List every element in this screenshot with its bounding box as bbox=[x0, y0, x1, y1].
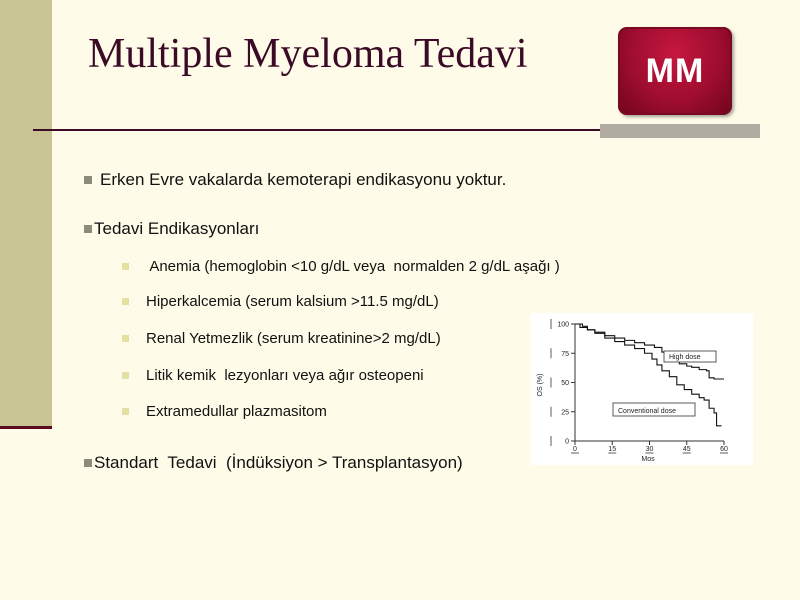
x-tick-label: 45 bbox=[682, 446, 691, 453]
mm-badge bbox=[618, 27, 732, 115]
sub-bullet-text: Renal Yetmezlik (serum kreatinine>2 mg/dL) bbox=[146, 330, 441, 347]
sub-bullet-anemia bbox=[122, 258, 560, 275]
survival-chart bbox=[531, 313, 753, 465]
y-tick-label: 75 bbox=[561, 350, 569, 358]
sub-bullet-lytic-lesions bbox=[122, 367, 424, 384]
sub-bullet-text: Hiperkalcemia (serum kalsium >11.5 mg/dL) bbox=[146, 293, 439, 310]
bullet-treatment-indications bbox=[84, 219, 259, 239]
y-axis-title: OS (%) bbox=[537, 373, 544, 397]
square-bullet-icon bbox=[122, 408, 129, 415]
sub-bullet-hypercalcemia bbox=[122, 293, 439, 310]
bullet-text: Erken Evre vakalarda kemoterapi endikasyonu yoktur. bbox=[100, 170, 507, 189]
sub-bullet-text: Anemia (hemoglobin <10 g/dL veya normalden 2 g/dL aşağı ) bbox=[146, 258, 560, 275]
sub-bullet-text: Extramedullar plazmasitom bbox=[146, 403, 327, 420]
bullet-text: Standart Tedavi (İndüksiyon > Transplantasyon) bbox=[94, 453, 463, 472]
bullet-standard-treatment bbox=[84, 453, 463, 473]
square-bullet-icon bbox=[122, 335, 129, 342]
square-bullet-icon bbox=[122, 298, 129, 305]
left-decor-band bbox=[0, 0, 52, 428]
bullet-text: Tedavi Endikasyonları bbox=[94, 219, 260, 238]
sub-bullet-renal bbox=[122, 330, 441, 347]
y-tick-label: 100 bbox=[557, 321, 569, 329]
square-bullet-icon bbox=[84, 176, 92, 184]
square-bullet-icon bbox=[84, 225, 92, 233]
square-bullet-icon bbox=[122, 263, 129, 270]
x-axis-title: Mos bbox=[641, 456, 655, 463]
sub-bullet-text: Litik kemik lezyonları veya ağır osteopeni bbox=[146, 367, 424, 384]
series-label-conventional-dose: Conventional dose bbox=[618, 408, 676, 415]
title-divider-block bbox=[600, 124, 760, 138]
left-decor-band-edge bbox=[0, 426, 52, 429]
badge-label: MM bbox=[645, 51, 705, 90]
page-title: Multiple Myeloma Tedavi bbox=[88, 31, 528, 77]
x-tick-label: 0 bbox=[573, 446, 577, 453]
series-label-high-dose: High dose bbox=[669, 354, 701, 361]
y-tick-label: 0 bbox=[565, 438, 569, 446]
x-tick-label: 60 bbox=[720, 446, 728, 453]
square-bullet-icon bbox=[122, 372, 129, 379]
sub-bullet-plasmacytoma bbox=[122, 403, 327, 420]
x-tick-label: 15 bbox=[608, 446, 617, 453]
survival-chart-svg bbox=[531, 313, 753, 465]
y-tick-label: 50 bbox=[561, 380, 569, 387]
title-divider bbox=[33, 129, 600, 131]
y-tick-label: 25 bbox=[561, 409, 569, 417]
square-bullet-icon bbox=[84, 459, 92, 467]
bullet-early-stage bbox=[84, 170, 506, 190]
x-tick-label: 30 bbox=[645, 446, 654, 453]
